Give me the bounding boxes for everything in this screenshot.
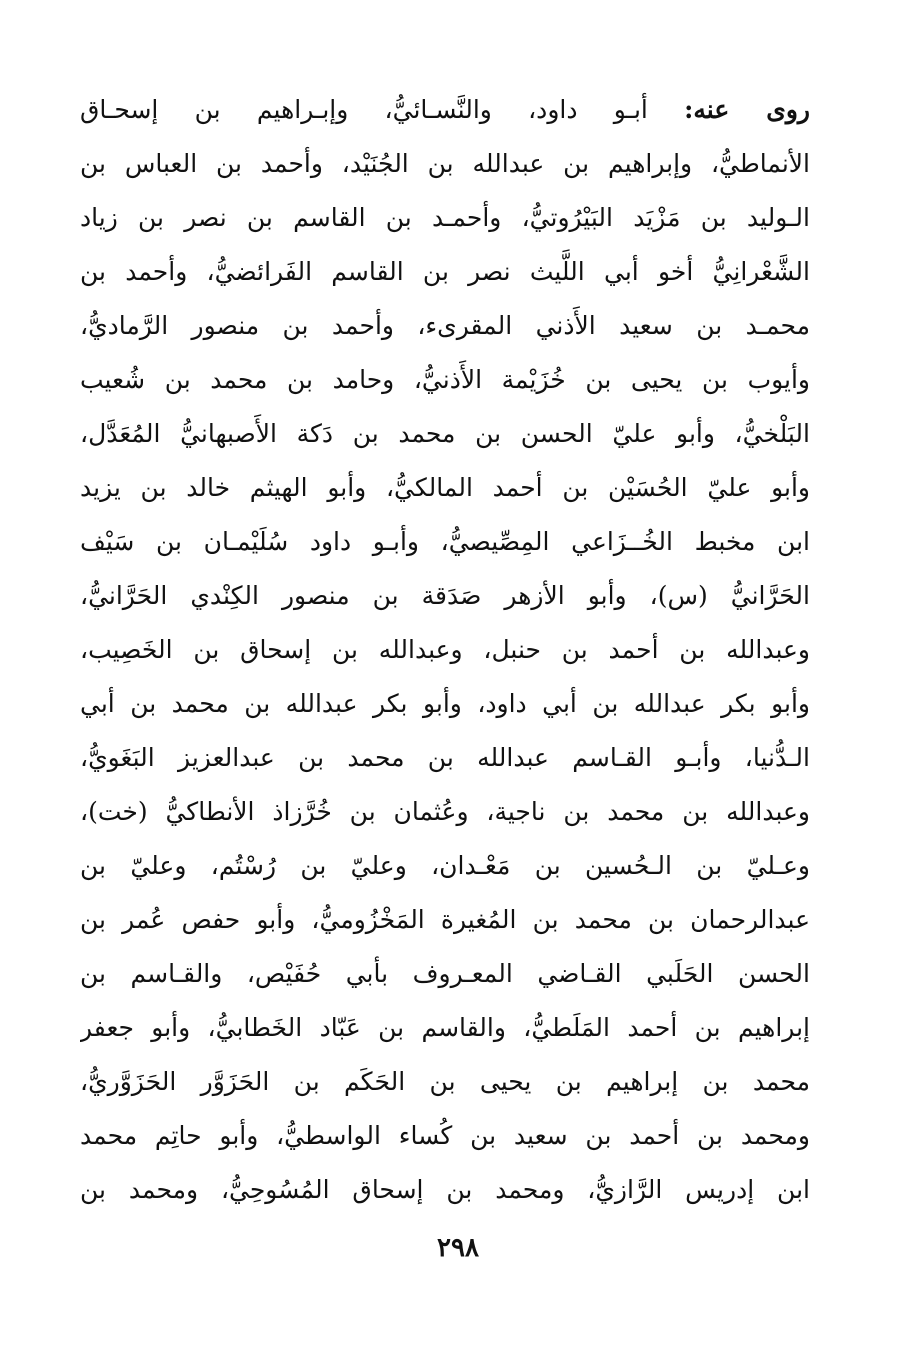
text-line-5: محمـد بن سعيد الأَذني المقرىء، وأحمد بن منصور الرَّماديُّ،: [80, 311, 810, 340]
text-line-18: إبراهيم بن أحمد المَلَطيُّ، والقاسم بن عَبّاد الخَطابيُّ، وأبو جعفر: [80, 1013, 810, 1042]
text-line-11: وعبدالله بن أحمد بن حنبل، وعبدالله بن إسحاق بن الخَصِيب،: [80, 635, 810, 664]
text-line-1-content: أبـو داود، والنَّسـائيُّ، وإبـراهيم بن إسحـاق: [80, 95, 648, 124]
text-line-2: الأنماطيُّ، وإبراهيم بن عبدالله بن الجُنَيْد، وأحمد بن العباس بن: [80, 149, 810, 178]
lead-phrase: روى عنه:: [684, 95, 810, 124]
text-line-12: وأبو بكر عبدالله بن أبي داود، وأبو بكر عبدالله بن محمد بن أبي: [80, 689, 810, 718]
text-line-4: الشَّعْرانِيُّ أخو أبي اللَّيث نصر بن القاسم الفَرائضيُّ، وأحمد بن: [80, 257, 810, 286]
text-line-16: عبدالرحمان بن محمد بن المُغيرة المَخْزُوميُّ، وأبو حفص عُمر بن: [80, 905, 810, 934]
text-line-14: وعبدالله بن محمد بن ناجية، وعُثمان بن خُرَّزاذ الأنطاكيُّ (خت)،: [80, 797, 810, 826]
text-line-8: وأبو عليّ الحُسَيْن بن أحمد المالكيُّ، وأبو الهيثم خالد بن يزيد: [80, 473, 810, 502]
text-line-9: ابن مخبط الخُــزَاعي المِصِّيصيُّ، وأبـو داود سُلَيْمـان بن سَيْف: [80, 527, 810, 556]
text-line-21: ابن إدريس الرَّازيُّ، ومحمد بن إسحاق المُسُوحِيُّ، ومحمد بن: [80, 1175, 810, 1204]
text-line-13: الـدُّنيا، وأبـو القـاسم عبدالله بن محمد بن عبدالعزيز البَغَويُّ،: [80, 743, 810, 772]
text-line-7: البَلْخيُّ، وأبو عليّ الحسن بن محمد بن دَكة الأَصبهانيُّ المُعَدَّل،: [80, 419, 810, 448]
text-line-1: [80, 83, 810, 137]
text-line-17: الحسن الحَلَبي القـاضي المعـروف بأبي حُفَيْص، والقـاسم بن: [80, 959, 810, 988]
text-line-10: الحَرَّانيُّ (س)، وأبو الأزهر صَدَقة بن منصور الكِنْدي الحَرَّانيُّ،: [80, 581, 810, 610]
text-line-6: وأيوب بن يحيى بن خُزَيْمة الأَذنيُّ، وحامد بن محمد بن شُعيب: [80, 365, 810, 394]
text-line-3: الـوليد بن مَزْيَد البَيْرُوتيُّ، وأحمـد بن القاسم بن نصر بن زياد: [80, 203, 810, 232]
page-number: ٢٩٨: [437, 1233, 479, 1263]
text-line-15: وعـليّ بن الـحُسين بن مَعْـدان، وعليّ بن رُسْتُم، وعليّ بن: [80, 851, 810, 880]
body-text: [80, 83, 810, 1217]
text-line-19: محمد بن إبراهيم بن يحيى بن الحَكَم بن الحَزَوَّر الحَزَوَّريُّ،: [80, 1067, 810, 1096]
text-line-20: ومحمد بن أحمد بن سعيد بن كُساء الواسطيُّ، وأبو حاتِم محمد: [80, 1121, 810, 1150]
